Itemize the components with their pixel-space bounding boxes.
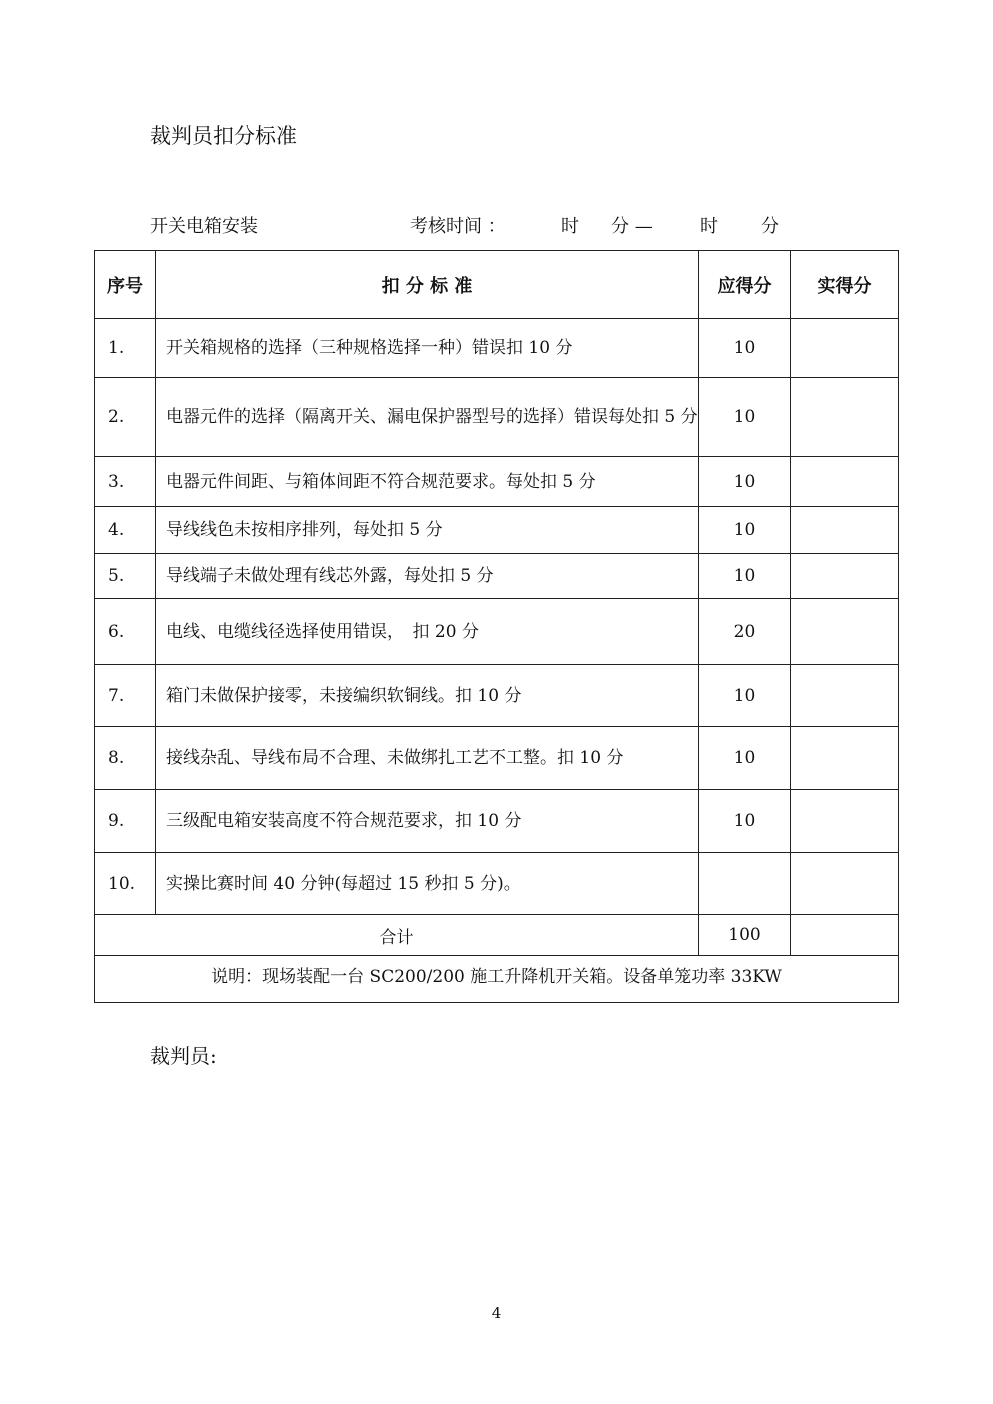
row-score: 10: [699, 378, 791, 457]
row-number: 2.: [95, 378, 156, 457]
row-score: 10: [699, 507, 791, 554]
row-actual-score[interactable]: [791, 457, 899, 507]
row-actual-score[interactable]: [791, 665, 899, 727]
row-number: 5.: [95, 554, 156, 599]
row-criteria: 电线、电缆线径选择使用错误， 扣 20 分: [156, 599, 699, 665]
note-text: 说明：现场装配一台 SC200/200 施工升降机开关箱。设备单笼功率 33KW: [95, 956, 899, 1003]
total-label: 合计: [95, 915, 699, 956]
row-score: 10: [699, 457, 791, 507]
row-criteria: 导线端子未做处理有线芯外露，每处扣 5 分: [156, 554, 699, 599]
row-actual-score[interactable]: [791, 378, 899, 457]
task-name: 开关电箱安装: [150, 216, 258, 237]
row-score: 10: [699, 554, 791, 599]
row-number: 3.: [95, 457, 156, 507]
row-score: 10: [699, 790, 791, 853]
row-criteria: 导线线色未按相序排列，每处扣 5 分: [156, 507, 699, 554]
row-actual-score[interactable]: [791, 599, 899, 665]
table-row: [95, 378, 899, 457]
page-title: 裁判员扣分标准: [150, 124, 297, 148]
total-actual[interactable]: [791, 915, 899, 956]
row-actual-score[interactable]: [791, 790, 899, 853]
end-hour-label: 时: [700, 216, 718, 237]
row-criteria: 箱门未做保护接零，未接编织软铜线。扣 10 分: [156, 665, 699, 727]
row-number: 10.: [95, 853, 156, 915]
total-score: 100: [699, 915, 791, 956]
row-actual-score[interactable]: [791, 554, 899, 599]
table-header-row: [95, 251, 899, 319]
table-row: [95, 457, 899, 507]
row-number: 8.: [95, 727, 156, 790]
end-minute-label: 分: [761, 216, 779, 237]
row-number: 7.: [95, 665, 156, 727]
page-number: 4: [491, 1304, 502, 1322]
start-minute-label: 分 —: [611, 216, 653, 237]
row-number: 4.: [95, 507, 156, 554]
judge-signature-label: 裁判员:: [150, 1044, 217, 1068]
row-criteria: 电器元件间距、与箱体间距不符合规范要求。每处扣 5 分: [156, 457, 699, 507]
time-label: 考核时间 ：: [410, 216, 506, 237]
row-number: 6.: [95, 599, 156, 665]
table-row: [95, 790, 899, 853]
row-score: 10: [699, 319, 791, 378]
table-row: [95, 599, 899, 665]
table-row: [95, 665, 899, 727]
row-criteria: 电器元件的选择（隔离开关、漏电保护器型号的选择）错误每处扣 5 分: [156, 378, 699, 457]
table-row: [95, 727, 899, 790]
total-row: [95, 915, 899, 956]
header-criteria: 扣 分 标 准: [156, 251, 699, 319]
scoring-table: [94, 250, 899, 1003]
row-criteria: 接线杂乱、导线布局不合理、未做绑扎工艺不工整。扣 10 分: [156, 727, 699, 790]
row-number: 1.: [95, 319, 156, 378]
row-actual-score[interactable]: [791, 853, 899, 915]
table-row: [95, 319, 899, 378]
row-score: [699, 853, 791, 915]
header-score: 应得分: [699, 251, 791, 319]
row-criteria: 三级配电箱安装高度不符合规范要求，扣 10 分: [156, 790, 699, 853]
row-actual-score[interactable]: [791, 319, 899, 378]
note-row: [95, 956, 899, 1003]
row-actual-score[interactable]: [791, 727, 899, 790]
row-actual-score[interactable]: [791, 507, 899, 554]
table-row: [95, 554, 899, 599]
row-score: 10: [699, 727, 791, 790]
start-hour-label: 时: [561, 216, 579, 237]
header-actual: 实得分: [791, 251, 899, 319]
row-score: 10: [699, 665, 791, 727]
row-number: 9.: [95, 790, 156, 853]
table-row: [95, 853, 899, 915]
row-criteria: 开关箱规格的选择（三种规格选择一种）错误扣 10 分: [156, 319, 699, 378]
header-no: 序号: [95, 251, 156, 319]
row-criteria: 实操比赛时间 40 分钟(每超过 15 秒扣 5 分)。: [156, 853, 699, 915]
table-row: [95, 507, 899, 554]
row-score: 20: [699, 599, 791, 665]
